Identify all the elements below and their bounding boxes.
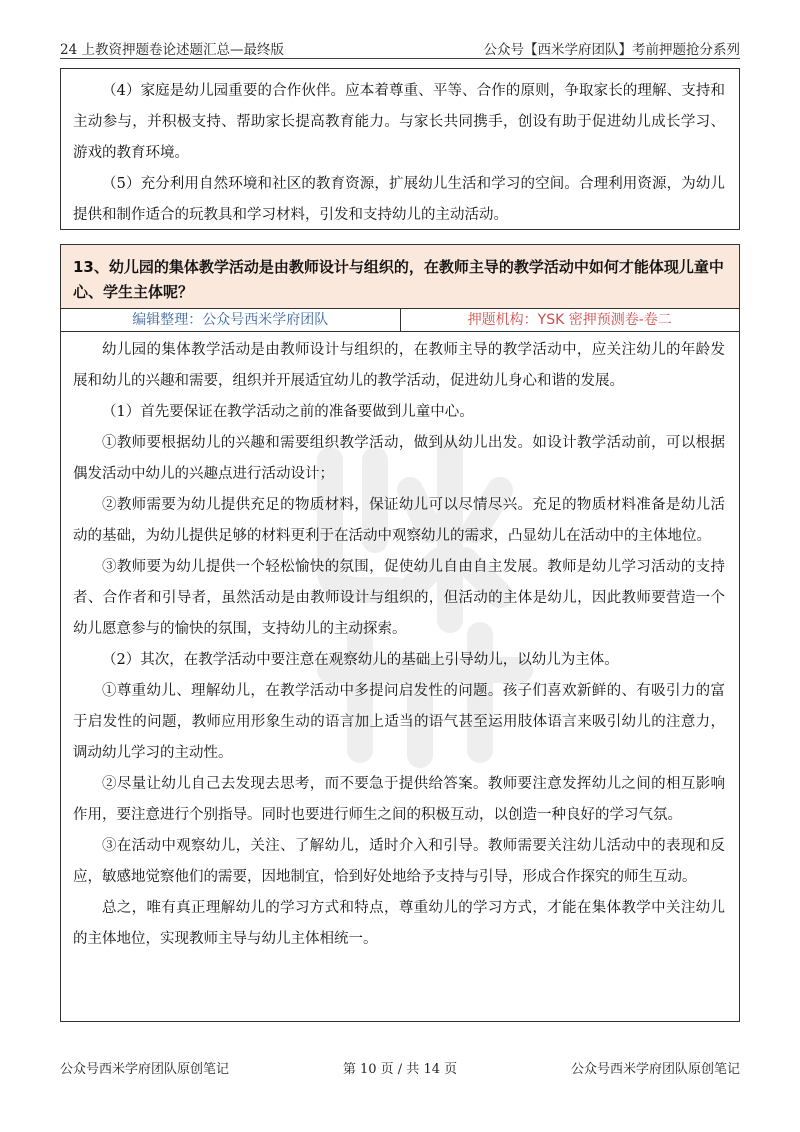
header-right-title: 公众号【西米学府团队】考前押题抢分系列	[483, 42, 740, 58]
paragraph: 总之，唯有真正理解幼儿的学习方式和特点，尊重幼儿的学习方式，才能在集体教学中关注幼儿的主体地位，实现教师主导与幼儿主体相统一。	[73, 900, 725, 947]
paragraph: （1）首先要保证在教学活动之前的准备要做到儿童中心。	[102, 404, 474, 420]
page-header	[60, 36, 740, 59]
question-meta-row	[61, 309, 739, 332]
paragraph: ③在活动中观察幼儿，关注、了解幼儿，适时介入和引导。教师需要关注幼儿活动中的表现和反应，敏感地觉察他们的需要，因地制宜，恰到好处地给予支持与引导，形成合作探究的师生互动。	[73, 838, 725, 885]
paragraph: （2）其次，在教学活动中要注意在观察幼儿的基础上引导幼儿，以幼儿为主体。	[102, 652, 619, 668]
paragraph: ③教师要为幼儿提供一个轻松愉快的氛围，促使幼儿自由自主发展。教师是幼儿学习活动的支持者、合作者和引导者，虽然活动是由教师设计与组织的，但活动的主体是幼儿，因此教师要营造一个幼儿愿意参与的愉快的氛围，支持幼儿的主动探索。	[73, 559, 725, 637]
paragraph: ②尽量让幼儿自己去发现去思考，而不要急于提供给答案。教师要注意发挥幼儿之间的相互影响作用，要注意进行个别指导。同时也要进行师生之间的积极互动，以创造一种良好的学习气氛。	[73, 776, 725, 823]
footer-left-note: 公众号西米学府团队原创笔记	[60, 1062, 230, 1077]
paragraph: （5）充分利用自然环境和社区的教育资源，扩展幼儿生活和学习的空间。合理利用资源，为幼儿提供和制作适合的玩教具和学习材料，引发和支持幼儿的主动活动。	[73, 176, 725, 223]
footer-right-note: 公众号西米学府团队原创笔记	[570, 1062, 740, 1077]
header-left-title: 24 上教资押题卷论述题汇总—最终版	[60, 42, 284, 58]
paragraph: （4）家庭是幼儿园重要的合作伙伴。应本着尊重、平等、合作的原则，争取家长的理解、支持和主动参与，并积极支持、帮助家长提高教育能力。与家长共同携手，创设有助于促进幼儿成长学习、游戏的教育环境。	[73, 83, 725, 161]
editor-credit: 编辑整理：公众号西米学府团队	[61, 309, 401, 331]
source-credit: 押题机构：YSK 密押预测卷-卷二	[467, 312, 672, 328]
paragraph: ②教师需要为幼儿提供充足的物质材料，保证幼儿可以尽情尽兴。充足的物质材料准备是幼儿活动的基础，为幼儿提供足够的材料更利于在活动中观察幼儿的需求，凸显幼儿在活动中的主体地位。	[73, 497, 725, 544]
answer-body	[61, 332, 739, 955]
paragraph: 幼儿园的集体教学活动是由教师设计与组织的，在教师主导的教学活动中，应关注幼儿的年龄发展和幼儿的兴趣和需要，组织并开展适宜幼儿的教学活动，促进幼儿身心和谐的发展。	[73, 342, 725, 389]
question-title: 13、幼儿园的集体教学活动是由教师设计与组织的，在教师主导的教学活动中如何才能体现儿童中心、学生主体呢？	[61, 245, 739, 309]
previous-answer-box	[60, 68, 740, 230]
page-footer	[60, 1058, 740, 1078]
paragraph: ①教师要根据幼儿的兴趣和需要组织教学活动，做到从幼儿出发。如设计教学活动前，可以根据偶发活动中幼儿的兴趣点进行活动设计；	[73, 435, 725, 482]
question-box	[60, 244, 740, 1022]
page-number: 第 10 页 / 共 14 页	[342, 1062, 458, 1077]
paragraph: ①尊重幼儿、理解幼儿，在教学活动中多提问启发性的问题。孩子们喜欢新鲜的、有吸引力的富于启发性的问题，教师应用形象生动的语言加上适当的语气甚至运用肢体语言来吸引幼儿的注意力，调动幼儿学习的主动性。	[73, 683, 725, 761]
